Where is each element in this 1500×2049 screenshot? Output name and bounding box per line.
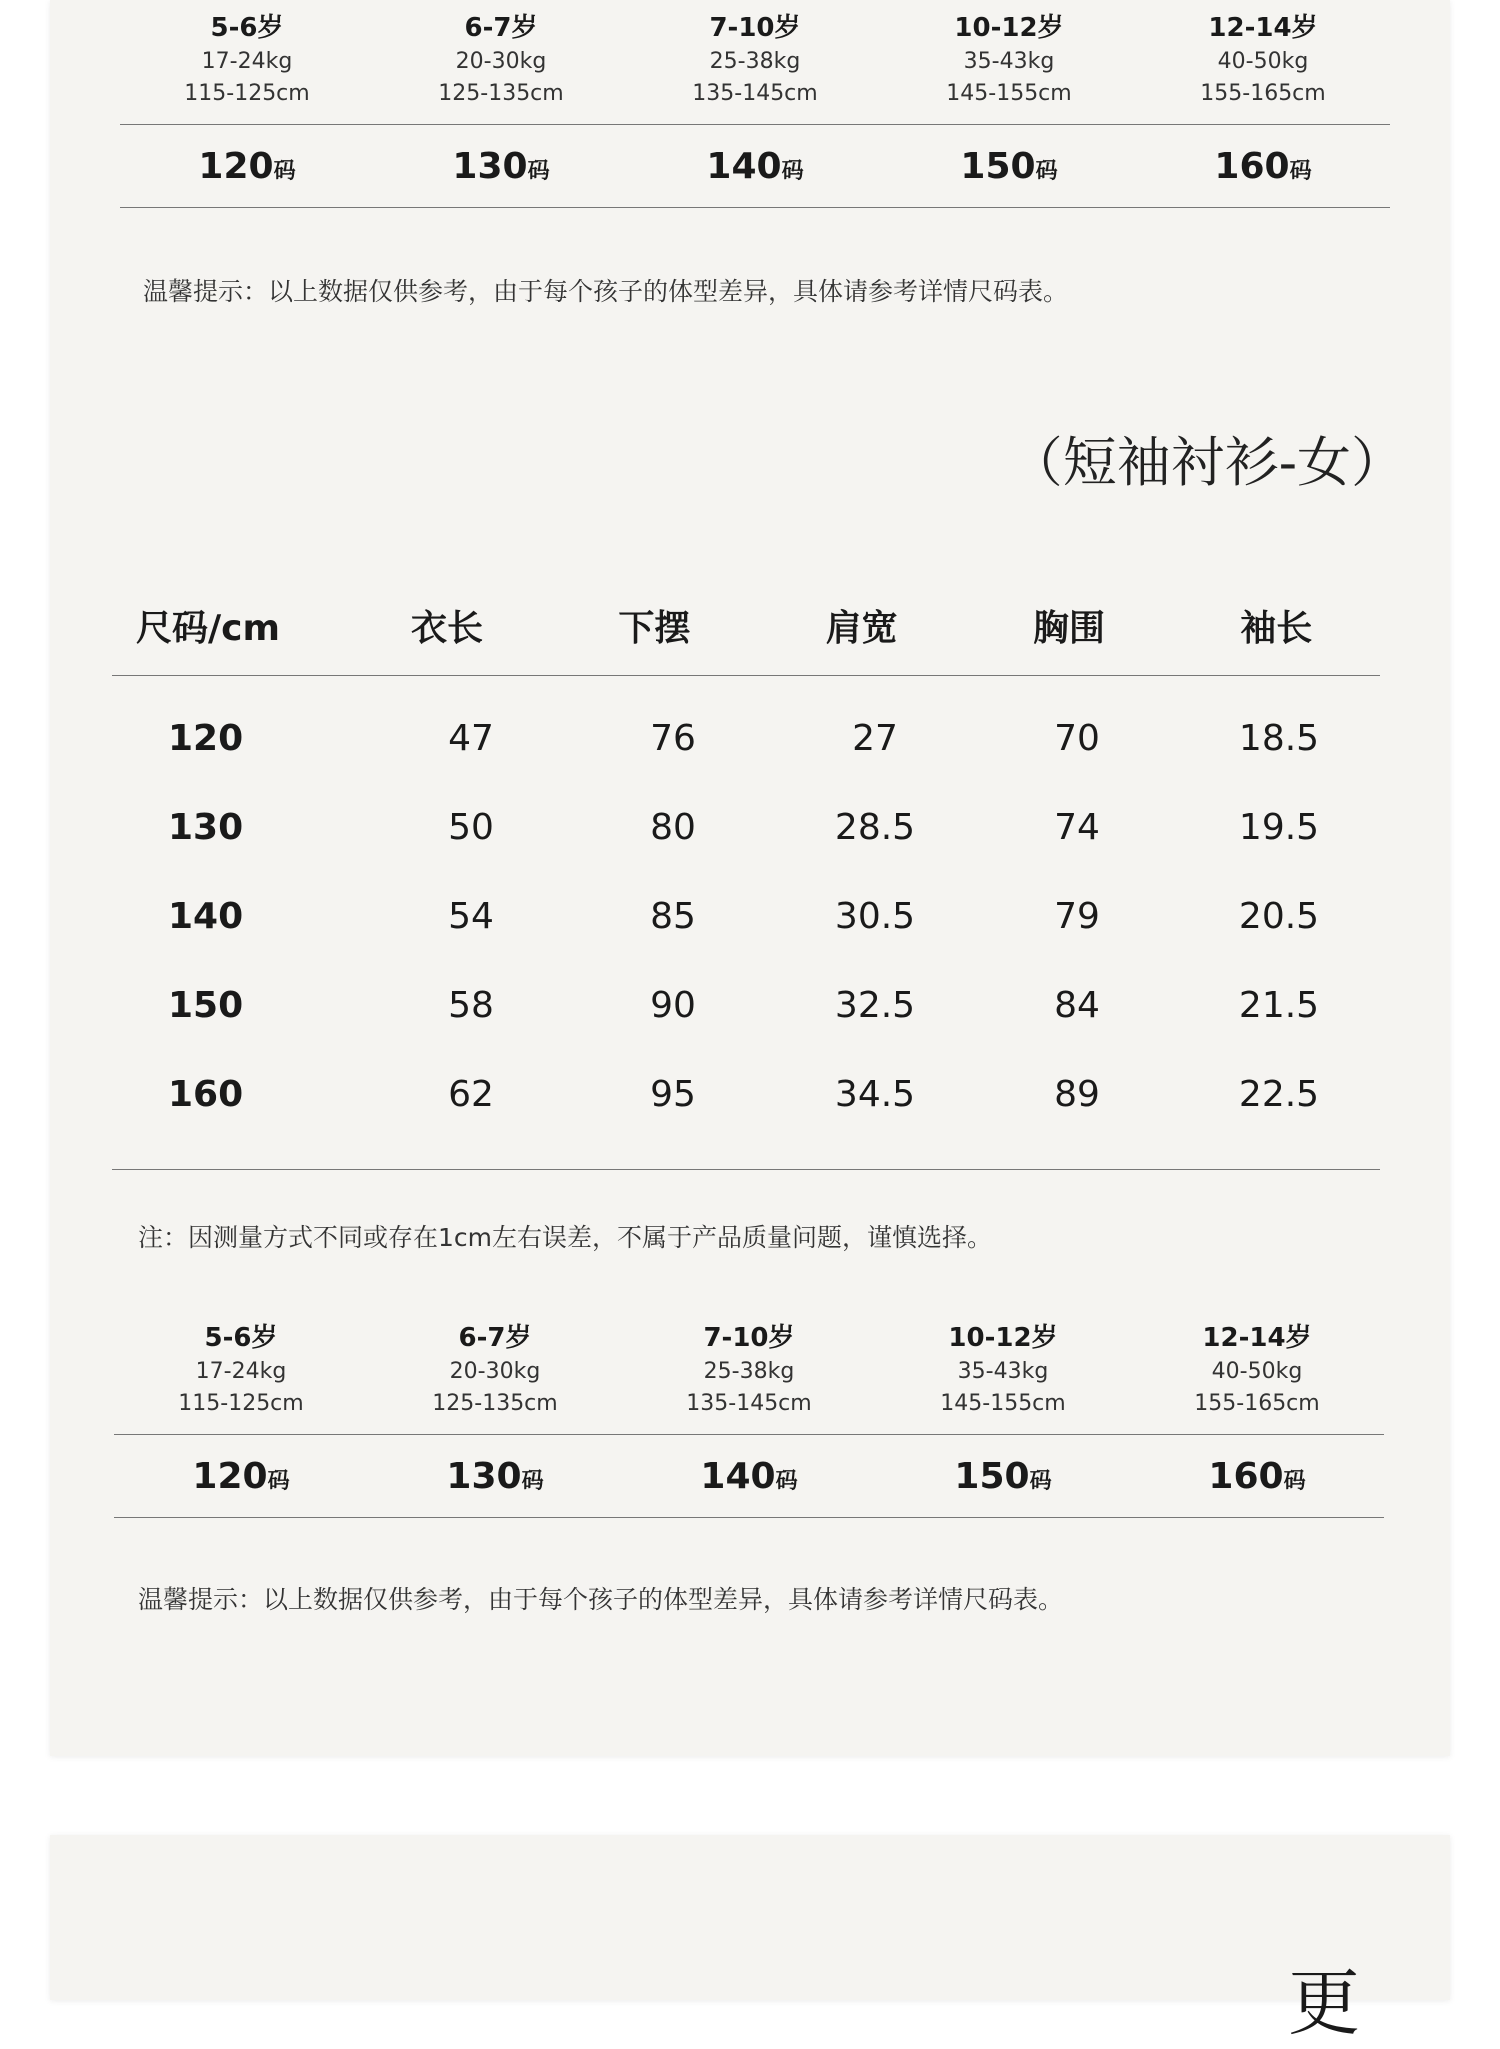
table-header — [112, 575, 1380, 676]
age-label: 12-14岁 — [1208, 13, 1318, 43]
header-cell: 胸围 — [1032, 607, 1105, 649]
age-col — [622, 1320, 876, 1420]
age-label: 6-7岁 — [458, 1323, 532, 1353]
height-range: 135-145cm — [686, 1391, 812, 1416]
table-cell: 76 — [650, 718, 696, 759]
height-range: 115-125cm — [178, 1391, 304, 1416]
height-range: 155-165cm — [1194, 1391, 1320, 1416]
age-label: 10-12岁 — [954, 13, 1064, 43]
table-cell: 28.5 — [834, 807, 916, 848]
age-label: 5-6岁 — [210, 13, 284, 43]
table-cell: 18.5 — [1238, 718, 1320, 759]
age-col — [882, 10, 1136, 110]
table-cell: 160 — [168, 1074, 244, 1115]
size-unit: 码 — [527, 158, 550, 184]
size-cell — [882, 146, 1136, 187]
weight-range: 40-50kg — [1211, 1359, 1303, 1384]
height-range: 125-135cm — [432, 1391, 558, 1416]
table-cell: 54 — [448, 896, 494, 937]
size-number: 130 — [446, 1455, 522, 1497]
table-row — [112, 783, 1380, 872]
weight-range: 25-38kg — [703, 1359, 795, 1384]
table-cell: 95 — [650, 1074, 696, 1115]
size-cell — [628, 146, 882, 187]
height-range: 145-155cm — [940, 1391, 1066, 1416]
header-cell: 肩宽 — [825, 607, 898, 649]
table-cell: 84 — [1054, 985, 1100, 1026]
header-cell: 袖长 — [1240, 607, 1313, 649]
table-row — [112, 872, 1380, 961]
table-cell: 22.5 — [1238, 1074, 1320, 1115]
table-cell: 19.5 — [1238, 807, 1320, 848]
size-unit: 码 — [1283, 1468, 1306, 1494]
age-label: 6-7岁 — [464, 13, 538, 43]
weight-range: 40-50kg — [1217, 49, 1309, 74]
table-cell: 21.5 — [1238, 985, 1320, 1026]
tip-text-top: 温馨提示：以上数据仅供参考，由于每个孩子的体型差异，具体请参考详情尺码表。 — [143, 277, 1069, 306]
size-unit: 码 — [273, 158, 296, 184]
height-range: 135-145cm — [692, 81, 818, 106]
size-number: 140 — [700, 1455, 776, 1497]
table-cell: 32.5 — [834, 985, 916, 1026]
weight-range: 20-30kg — [449, 1359, 541, 1384]
next-section-card — [50, 1835, 1450, 2045]
weight-range: 17-24kg — [195, 1359, 287, 1384]
size-row — [114, 1434, 1384, 1518]
age-col — [374, 10, 628, 110]
table-cell: 20.5 — [1238, 896, 1320, 937]
table-cell: 62 — [448, 1074, 494, 1115]
header-cell: 尺码/cm — [136, 607, 281, 649]
size-unit: 码 — [1289, 158, 1312, 184]
size-number: 160 — [1208, 1455, 1284, 1497]
size-unit: 码 — [521, 1468, 544, 1494]
table-cell: 120 — [168, 718, 244, 759]
table-cell: 58 — [448, 985, 494, 1026]
weight-range: 35-43kg — [957, 1359, 1049, 1384]
size-number: 150 — [954, 1455, 1030, 1497]
table-cell: 140 — [168, 896, 244, 937]
next-section-heading: 更 — [1287, 1961, 1360, 2045]
table-cell: 70 — [1054, 718, 1100, 759]
table-cell: 34.5 — [834, 1074, 916, 1115]
table-row — [112, 694, 1380, 783]
table-cell: 89 — [1054, 1074, 1100, 1115]
height-range: 145-155cm — [946, 81, 1072, 106]
weight-range: 17-24kg — [201, 49, 293, 74]
size-row — [120, 124, 1390, 208]
table-cell: 30.5 — [834, 896, 916, 937]
size-number: 140 — [706, 145, 782, 187]
table-row — [112, 1050, 1380, 1139]
age-col — [120, 10, 374, 110]
size-chart-card — [50, 0, 1450, 1756]
size-cell — [1130, 1456, 1384, 1497]
header-cell: 衣长 — [410, 607, 483, 649]
size-cell — [374, 146, 628, 187]
table-cell: 90 — [650, 985, 696, 1026]
table-cell: 47 — [448, 718, 494, 759]
size-unit: 码 — [1029, 1468, 1052, 1494]
size-number: 130 — [452, 145, 528, 187]
age-size-table-bottom — [114, 1320, 1384, 1518]
table-row — [112, 961, 1380, 1050]
age-label: 12-14岁 — [1202, 1323, 1312, 1353]
age-col — [628, 10, 882, 110]
size-unit: 码 — [781, 158, 804, 184]
measurement-note: 注：因测量方式不同或存在1cm左右误差，不属于产品质量问题，谨慎选择。 — [138, 1223, 993, 1252]
table-cell: 85 — [650, 896, 696, 937]
size-cell — [114, 1456, 368, 1497]
size-number: 120 — [198, 145, 274, 187]
size-cell — [876, 1456, 1130, 1497]
header-cell: 下摆 — [618, 607, 691, 649]
age-row — [114, 1320, 1384, 1420]
weight-range: 20-30kg — [455, 49, 547, 74]
table-cell: 50 — [448, 807, 494, 848]
age-label: 7-10岁 — [709, 13, 801, 43]
size-number: 160 — [1214, 145, 1290, 187]
age-row — [120, 10, 1390, 110]
size-cell — [120, 146, 374, 187]
age-label: 10-12岁 — [948, 1323, 1058, 1353]
table-cell: 74 — [1054, 807, 1100, 848]
age-col — [1136, 10, 1390, 110]
size-cell — [368, 1456, 622, 1497]
table-cell: 150 — [168, 985, 244, 1026]
size-unit: 码 — [775, 1468, 798, 1494]
size-number: 120 — [192, 1455, 268, 1497]
age-label: 7-10岁 — [703, 1323, 795, 1353]
section-title: （短袖衬衫-女） — [1008, 431, 1405, 494]
age-col — [114, 1320, 368, 1420]
table-cell: 80 — [650, 807, 696, 848]
table-cell: 130 — [168, 807, 244, 848]
tip-text-bottom: 温馨提示：以上数据仅供参考，由于每个孩子的体型差异，具体请参考详情尺码表。 — [138, 1585, 1064, 1614]
height-range: 155-165cm — [1200, 81, 1326, 106]
height-range: 125-135cm — [438, 81, 564, 106]
measurement-table — [112, 575, 1380, 1170]
size-cell — [622, 1456, 876, 1497]
weight-range: 35-43kg — [963, 49, 1055, 74]
weight-range: 25-38kg — [709, 49, 801, 74]
age-col — [1130, 1320, 1384, 1420]
age-col — [876, 1320, 1130, 1420]
height-range: 115-125cm — [184, 81, 310, 106]
size-unit: 码 — [1035, 158, 1058, 184]
table-cell: 27 — [852, 718, 898, 759]
size-number: 150 — [960, 145, 1036, 187]
size-unit: 码 — [267, 1468, 290, 1494]
age-size-table-top — [120, 10, 1390, 208]
size-cell — [1136, 146, 1390, 187]
table-cell: 79 — [1054, 896, 1100, 937]
table-body — [112, 676, 1380, 1170]
age-col — [368, 1320, 622, 1420]
age-label: 5-6岁 — [204, 1323, 278, 1353]
